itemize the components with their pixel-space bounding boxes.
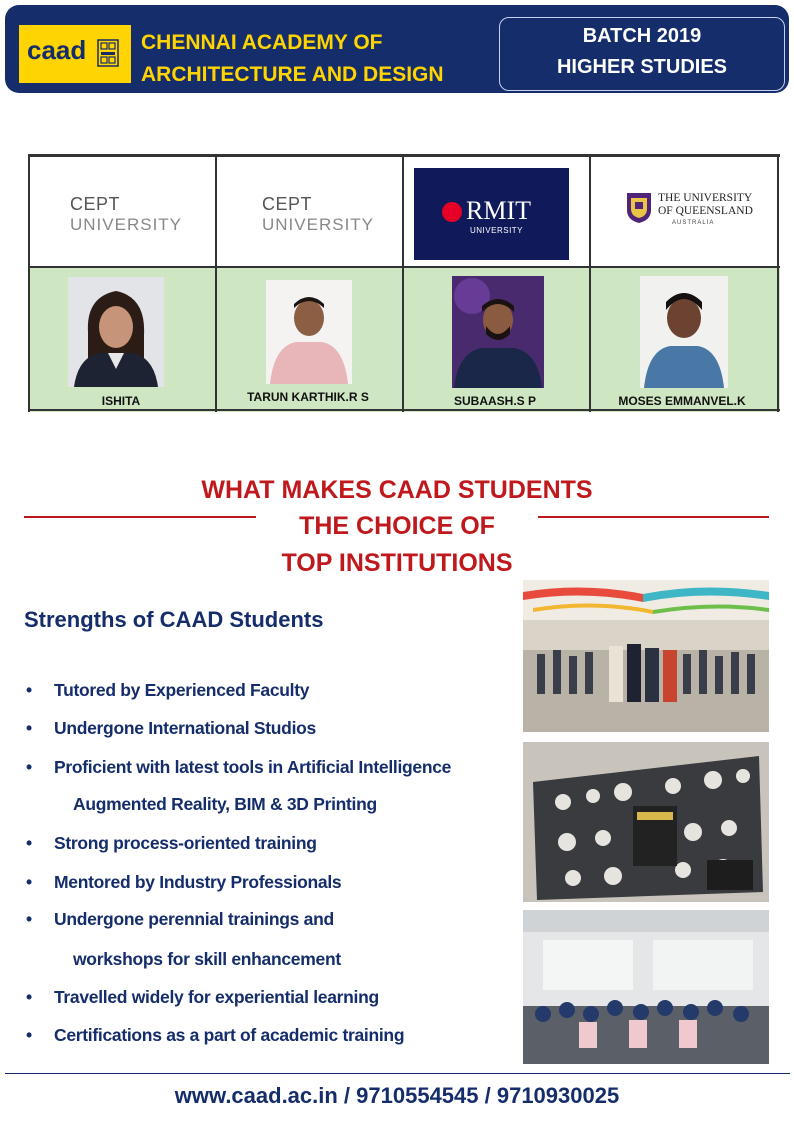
bullet-icon: • <box>26 680 32 700</box>
strengths-title: Strengths of CAAD Students <box>24 607 324 632</box>
list-item <box>26 1025 404 1046</box>
student-photo-tarun <box>266 280 352 384</box>
bullet-icon: • <box>26 909 32 929</box>
list-item <box>26 987 379 1008</box>
list-item-continuation: workshops for skill enhancement <box>73 949 341 969</box>
table-mid-border <box>28 266 780 268</box>
student-name: TARUN KARTHIK.R S <box>247 390 369 404</box>
list-item <box>26 833 317 854</box>
bullet-icon: • <box>26 833 32 853</box>
uq-line1: THE UNIVERSITY <box>658 192 753 204</box>
person-photo-icon <box>640 276 728 388</box>
cept-university-logo <box>262 194 374 235</box>
student-name: ISHITA <box>101 394 141 408</box>
alumni-table <box>28 154 780 412</box>
table-col-line <box>402 154 404 412</box>
list-item <box>26 872 341 893</box>
list-item <box>26 757 451 778</box>
table-col-line <box>589 154 591 412</box>
logo-mark-icon <box>97 39 119 67</box>
event-photo-model-wall <box>523 742 769 902</box>
list-item-text: Certifications as a part of academic training <box>54 1025 405 1045</box>
table-bottom-border <box>28 409 780 411</box>
bullet-icon: • <box>26 757 32 777</box>
table-col-line <box>777 154 779 412</box>
list-item <box>26 909 334 930</box>
batch-line1: BATCH 2019 <box>582 25 702 47</box>
list-item-text: Travelled widely for experiential learning <box>54 987 379 1007</box>
section-heading-line2: THE CHOICE OF <box>299 512 495 540</box>
student-name: MOSES EMMANVEL.K <box>618 394 746 408</box>
list-item-text: Undergone perennial trainings and <box>54 909 334 929</box>
list-item-text: Tutored by Experienced Faculty <box>54 680 310 700</box>
person-photo-icon <box>266 280 352 384</box>
event-photo-exhibition <box>523 580 769 732</box>
logo-text: caad <box>27 35 87 65</box>
bullet-icon: • <box>26 1025 32 1045</box>
cept-university-logo <box>70 194 182 235</box>
list-item <box>26 680 309 701</box>
caad-logo <box>19 25 131 83</box>
batch-line2: HIGHER STUDIES <box>556 56 728 78</box>
event-photo-classroom <box>523 910 769 1064</box>
list-item-text: Proficient with latest tools in Artificial Intelligence <box>54 757 452 777</box>
section-heading-line3: TOP INSTITUTIONS <box>281 549 513 577</box>
list-item-text: Strong process-oriented training <box>54 833 317 853</box>
list-item-continuation: Augmented Reality, BIM & 3D Printing <box>73 794 377 814</box>
student-name: SUBAASH.S P <box>453 394 536 408</box>
footer-rule <box>5 1073 790 1074</box>
list-item-text: Undergone International Studios <box>54 718 316 738</box>
rmit-wordmark: RMIT <box>466 196 531 225</box>
list-item-text: Mentored by Industry Professionals <box>54 872 342 892</box>
person-photo-icon <box>452 276 544 388</box>
logo-bottom-text: UNIVERSITY <box>262 215 375 234</box>
uq-line3: AUSTRALIA <box>672 220 715 226</box>
logo-bottom-text: UNIVERSITY <box>70 215 183 234</box>
org-name-line2: ARCHITECTURE AND DESIGN <box>141 63 444 86</box>
org-name <box>141 27 481 91</box>
footer-contact: www.caad.ac.in / 9710554545 / 9710930025 <box>174 1083 620 1108</box>
org-name-line1: CHENNAI ACADEMY OF <box>141 31 383 54</box>
table-col-line <box>215 154 217 412</box>
bullet-icon: • <box>26 872 32 892</box>
rmit-subtext: UNIVERSITY <box>470 226 524 235</box>
event-photo-icon <box>523 580 769 732</box>
person-photo-icon <box>68 277 164 387</box>
table-top-border <box>28 154 780 157</box>
logo-top-text: CEPT <box>70 194 121 214</box>
section-heading-line1: WHAT MAKES CAAD STUDENTS <box>201 476 593 504</box>
event-photo-icon <box>523 742 769 902</box>
rmit-university-logo <box>414 168 569 260</box>
bullet-icon: • <box>26 987 32 1007</box>
header-banner <box>5 5 789 93</box>
rmit-red-dot-icon <box>442 202 462 222</box>
bullet-icon: • <box>26 718 32 738</box>
student-photo-subaash <box>452 276 544 388</box>
logo-top-text: CEPT <box>262 194 313 214</box>
event-photo-icon <box>523 910 769 1064</box>
list-item <box>26 718 316 739</box>
uq-crest-icon <box>626 192 652 224</box>
uq-line2: OF QUEENSLAND <box>658 205 753 217</box>
table-col-line <box>28 154 30 412</box>
student-photo-moses <box>640 276 728 388</box>
batch-badge <box>499 17 785 91</box>
student-photo-ishita <box>68 277 164 387</box>
